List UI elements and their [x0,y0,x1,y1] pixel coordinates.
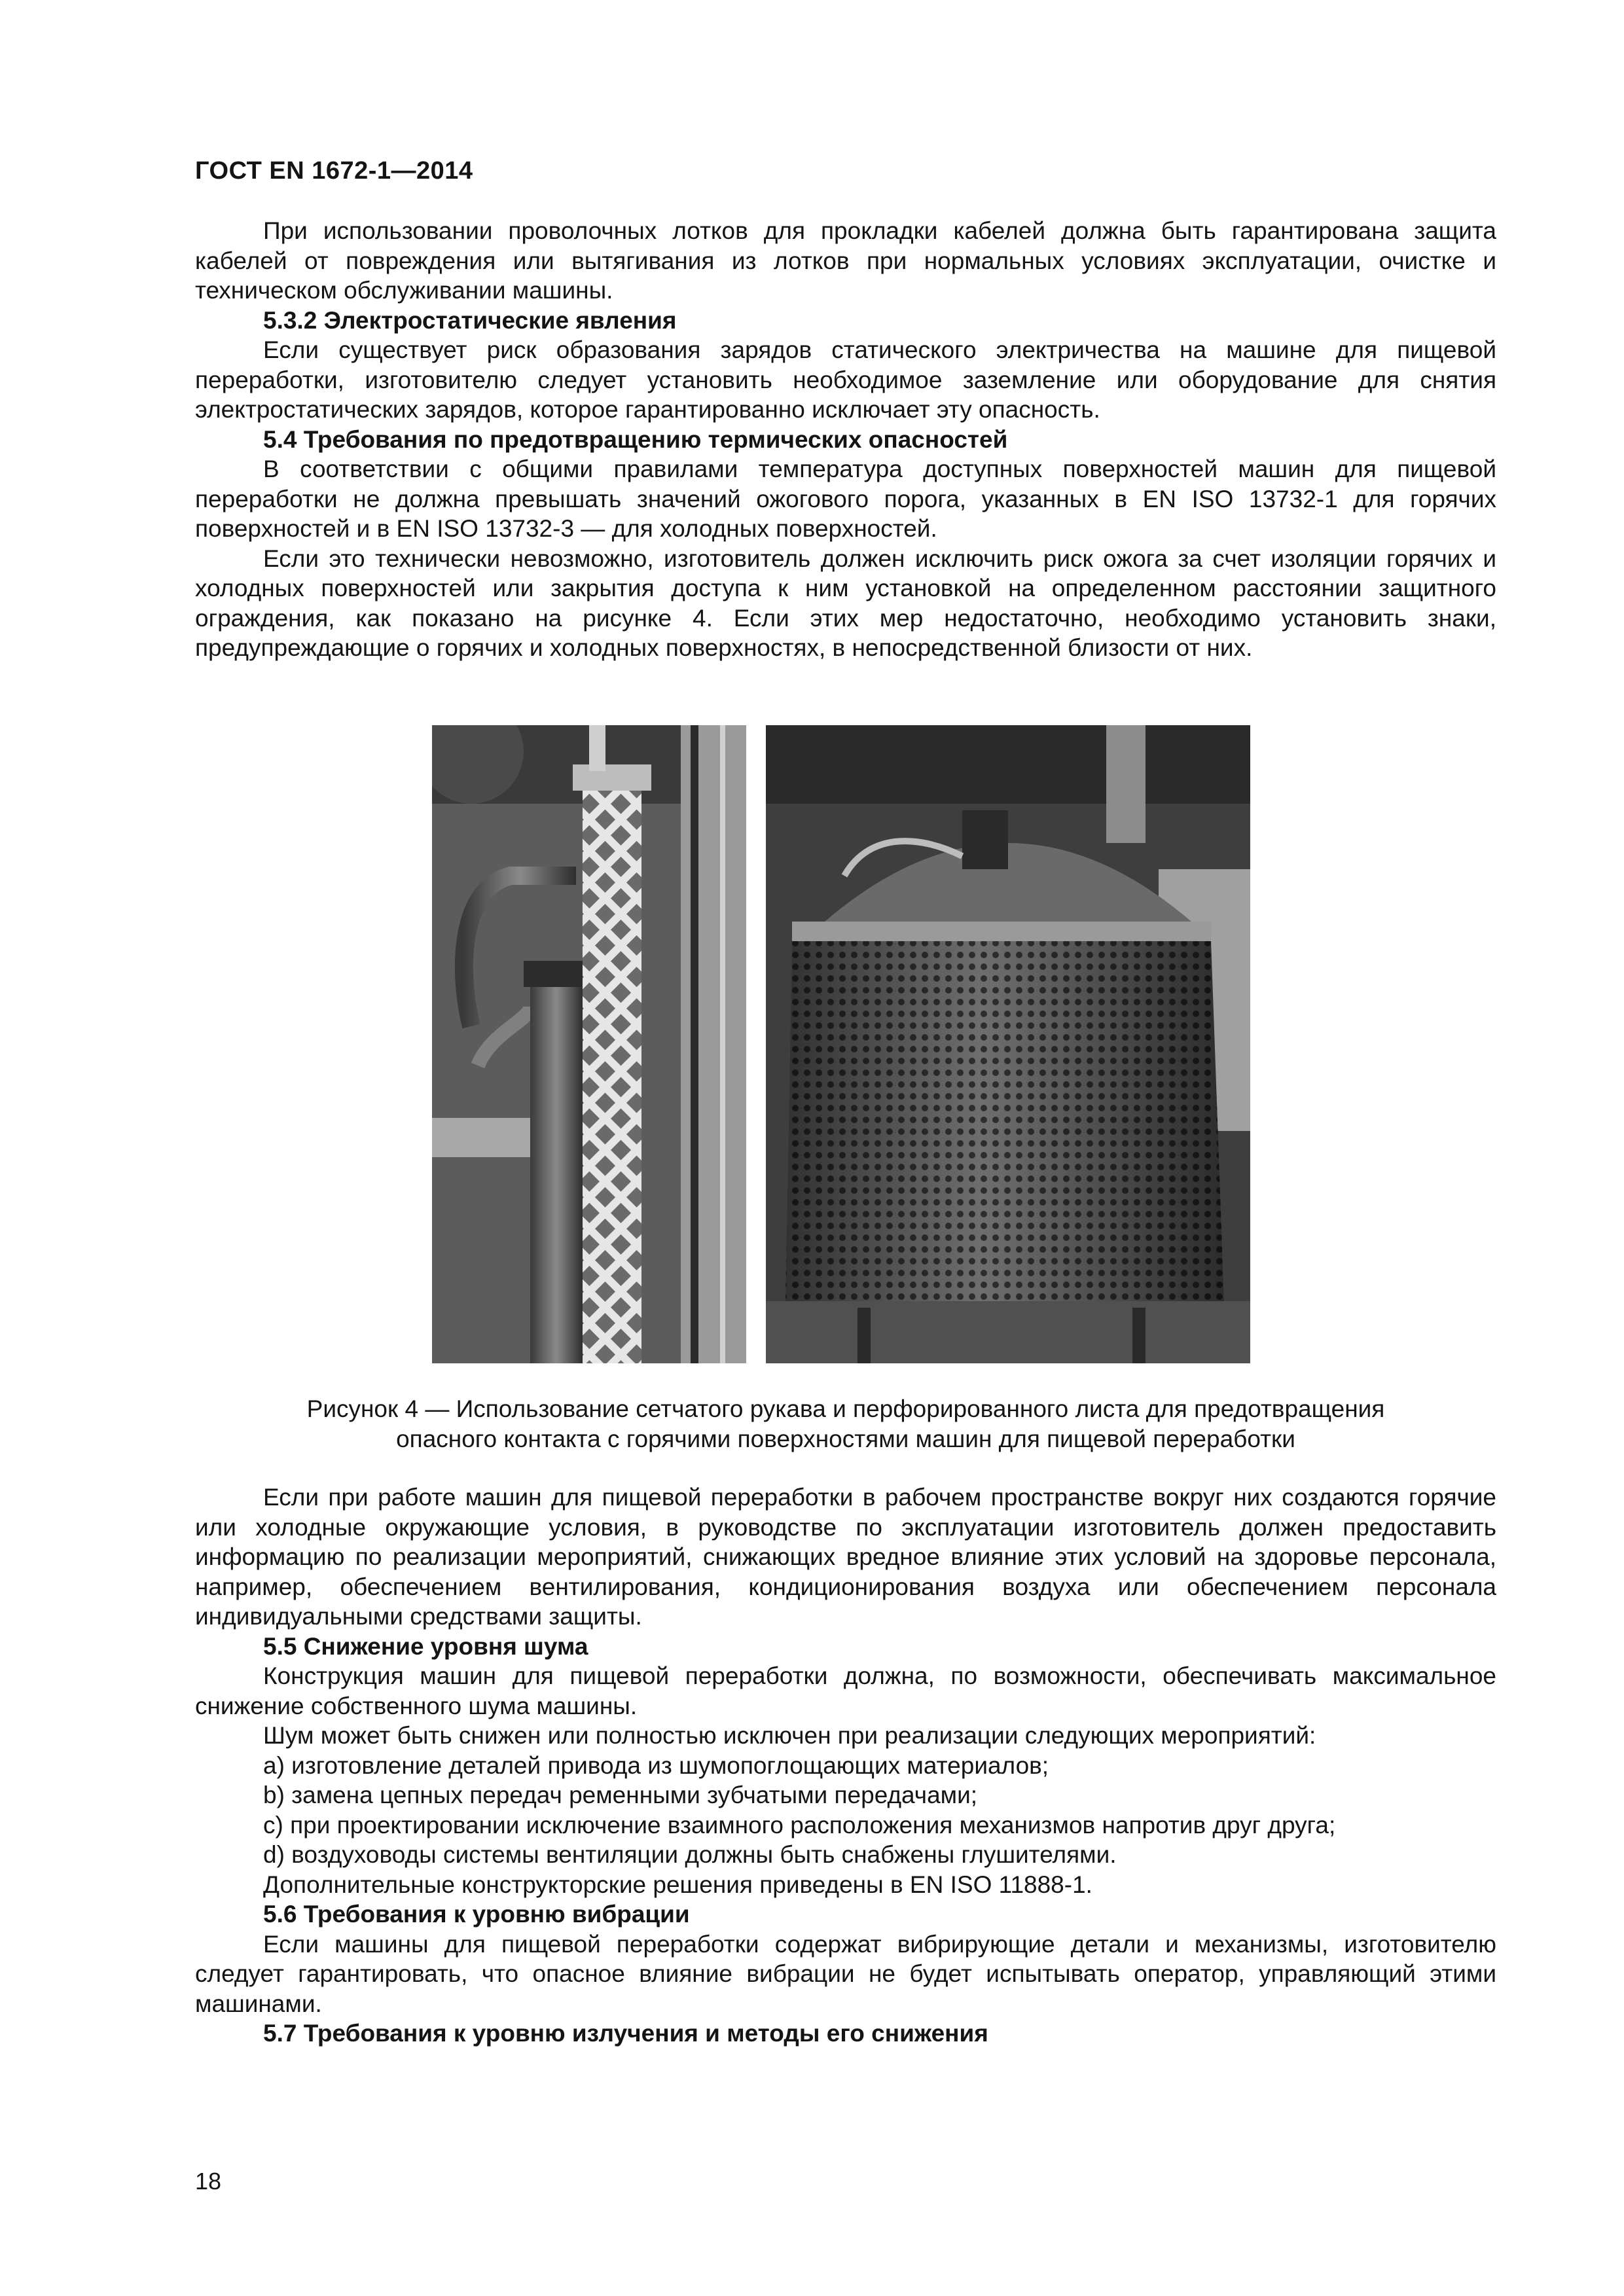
page-number: 18 [195,2168,222,2195]
caption-line: опасного контакта с горячими поверхностями машин для пищевой переработки [396,1426,1295,1452]
figure-photo-perforated-kettle [766,725,1250,1363]
list-item: c) при проектировании исключение взаимного расположения механизмов напротив друг друга; [263,1811,1336,1839]
figure-caption [195,1394,1496,1454]
section-heading: 5.7 Требования к уровню излучения и методы его снижения [263,2020,988,2047]
caption-line: Рисунок 4 — Использование сетчатого рукава и перфорированного листа для предотвращения [306,1395,1385,1422]
section-heading: 5.3.2 Электростатические явления [263,306,677,334]
paragraph: В соответствии с общими правилами температура доступных поверхностей машин для пищевой переработки не должна превышать значений ожогового порога, указанных в EN ISO 13732-1 для горячих поверхностей и в EN ISO 13732-3 — для холодных поверхностей. [195,456,1496,542]
paragraph: Конструкция машин для пищевой переработки должна, по возможности, обеспечивать максимальное снижение собственного шума машины. [195,1662,1496,1719]
paragraph: Если существует риск образования зарядов статического электричества на машине для пищевой переработки, изготовителю следует установить необходимое заземление или оборудование для снятия электростатических зарядов, которое гарантированно исключает эту опасность. [195,336,1496,423]
text-block-top [195,216,1496,663]
paragraph: Если машины для пищевой переработки содержат вибрирующие детали и механизмы, изготовителю следует гарантировать, что опасное влияние вибрации не будет испытывать оператор, управляющий этими машинами. [195,1930,1496,2017]
list-item: b) замена цепных передач ременными зубчатыми передачами; [263,1782,978,1808]
list-item: d) воздуховоды системы вентиляции должны быть снабжены глушителями. [263,1841,1117,1868]
paragraph: При использовании проволочных лотков для прокладки кабелей должна быть гарантирована защита кабелей от повреждения или вытягивания из лотков при нормальных условиях эксплуатации, очистке и техническом обслуживании машины. [195,217,1496,304]
section-heading: 5.6 Требования к уровню вибрации [263,1901,690,1928]
paragraph: Шум может быть снижен или полностью исключен при реализации следующих мероприятий: [263,1722,1316,1749]
document-header: ГОСТ EN 1672-1—2014 [195,157,473,185]
paragraph: Дополнительные конструкторские решения приведены в EN ISO 11888-1. [263,1871,1092,1898]
section-heading: 5.5 Снижение уровня шума [263,1632,588,1660]
figure-photo-mesh-sleeve [432,725,746,1363]
text-block-bottom [195,1482,1496,2049]
list-item: a) изготовление деталей привода из шумопоглощающих материалов; [263,1751,1049,1779]
paragraph: Если это технически невозможно, изготовитель должен исключить риск ожога за счет изоляции горячих и холодных поверхностей или закрытия доступа к ним установкой на определенном расстоянии защитного ограждения, как показано на рисунке 4. Если этих мер недостаточно, необходимо установить знаки, предупреждающие о горячих и холодных поверхностях, в непосредственной близости от них. [195,545,1496,661]
paragraph: Если при работе машин для пищевой переработки в рабочем пространстве вокруг них создаются горячие или холодные окружающие условия, в руководстве по эксплуатации изготовитель должен предоставить информацию по реализации мероприятий, снижающих вредное влияние этих условий на здоровье персонала, например, обеспечением вентилирования, кондиционирования воздуха или обеспечением персонала индивидуальными средствами защиты. [195,1484,1496,1630]
section-heading: 5.4 Требования по предотвращению термических опасностей [263,425,1008,453]
